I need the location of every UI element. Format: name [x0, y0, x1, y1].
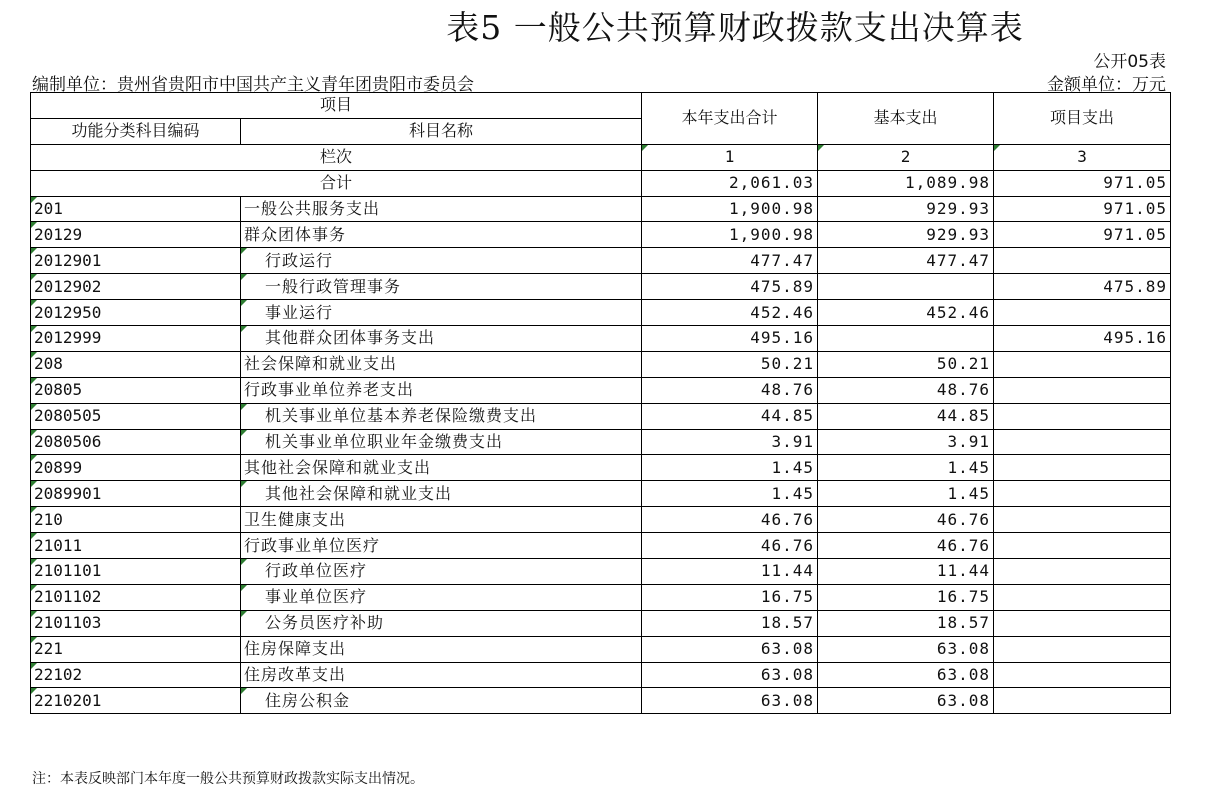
row-basic: [818, 326, 994, 352]
form-number: 公开05表: [1093, 52, 1166, 72]
row-code: 2210201: [31, 688, 241, 714]
row-basic: 452.46: [818, 300, 994, 326]
table-row: [31, 610, 1171, 636]
row-total: 63.08: [642, 636, 818, 662]
table-row: [31, 481, 1171, 507]
table-row: [31, 300, 1171, 326]
row-project: [994, 559, 1171, 585]
row-basic: 44.85: [818, 403, 994, 429]
row-total: 44.85: [642, 403, 818, 429]
row-name: 机关事业单位职业年金缴费支出: [241, 429, 642, 455]
row-project: [994, 377, 1171, 403]
row-code: 2012999: [31, 326, 241, 352]
row-basic: 63.08: [818, 662, 994, 688]
row-total: 63.08: [642, 688, 818, 714]
row-name: 行政事业单位养老支出: [241, 377, 642, 403]
row-basic: 63.08: [818, 636, 994, 662]
row-name: 其他社会保障和就业支出: [241, 481, 642, 507]
total-project: 971.05: [994, 170, 1171, 196]
row-total: 11.44: [642, 559, 818, 585]
row-project: [994, 688, 1171, 714]
row-basic: 46.76: [818, 533, 994, 559]
row-name: 卫生健康支出: [241, 507, 642, 533]
row-basic: 11.44: [818, 559, 994, 585]
table-row: [31, 351, 1171, 377]
row-name: 其他社会保障和就业支出: [241, 455, 642, 481]
row-project: [994, 455, 1171, 481]
table-row: [31, 662, 1171, 688]
expenditure-table: [30, 92, 1171, 714]
table-row: [31, 403, 1171, 429]
row-name: 公务员医疗补助: [241, 610, 642, 636]
row-project: [994, 351, 1171, 377]
row-code: 2101101: [31, 559, 241, 585]
row-basic: 50.21: [818, 351, 994, 377]
column-number-row: [31, 144, 1171, 170]
row-code: 210: [31, 507, 241, 533]
row-code: 2012901: [31, 248, 241, 274]
row-code: 2089901: [31, 481, 241, 507]
column-number-2: 2: [818, 144, 994, 170]
row-project: [994, 662, 1171, 688]
column-number-3: 3: [994, 144, 1171, 170]
row-project: 475.89: [994, 274, 1171, 300]
row-basic: 18.57: [818, 610, 994, 636]
row-project: 971.05: [994, 196, 1171, 222]
row-project: [994, 429, 1171, 455]
row-name: 社会保障和就业支出: [241, 351, 642, 377]
compiling-unit: 编制单位：贵州省贵阳市中国共产主义青年团贵阳市委员会: [32, 75, 474, 95]
row-name: 住房改革支出: [241, 662, 642, 688]
row-basic: 477.47: [818, 248, 994, 274]
row-basic: 1.45: [818, 455, 994, 481]
table-row: [31, 533, 1171, 559]
row-project: [994, 533, 1171, 559]
row-project: [994, 248, 1171, 274]
row-name: 其他群众团体事务支出: [241, 326, 642, 352]
row-total: 46.76: [642, 507, 818, 533]
row-name: 住房保障支出: [241, 636, 642, 662]
total-row: [31, 170, 1171, 196]
row-code: 201: [31, 196, 241, 222]
row-total: 3.91: [642, 429, 818, 455]
page-title: 表5 一般公共预算财政拨款支出决算表: [446, 8, 1024, 47]
row-total: 18.57: [642, 610, 818, 636]
row-total: 477.47: [642, 248, 818, 274]
row-code: 22102: [31, 662, 241, 688]
total-basic: 1,089.98: [818, 170, 994, 196]
row-project: [994, 610, 1171, 636]
row-basic: 63.08: [818, 688, 994, 714]
amount-unit: 金额单位：万元: [1047, 75, 1166, 95]
row-basic: 16.75: [818, 584, 994, 610]
row-name: 事业单位医疗: [241, 584, 642, 610]
row-project: [994, 507, 1171, 533]
project-header: 项目: [31, 93, 642, 119]
table-row: [31, 222, 1171, 248]
col-basic-header: 基本支出: [818, 93, 994, 145]
row-project: 495.16: [994, 326, 1171, 352]
row-project: [994, 584, 1171, 610]
table-row: [31, 455, 1171, 481]
row-name: 行政单位医疗: [241, 559, 642, 585]
row-name: 住房公积金: [241, 688, 642, 714]
row-name: 群众团体事务: [241, 222, 642, 248]
row-code: 2101103: [31, 610, 241, 636]
table-row: [31, 377, 1171, 403]
table-note: 注：本表反映部门本年度一般公共预算财政拨款实际支出情况。: [32, 771, 424, 787]
col-project-header: 项目支出: [994, 93, 1171, 145]
row-basic: 3.91: [818, 429, 994, 455]
header-row-project: [31, 93, 1171, 119]
row-name: 一般公共服务支出: [241, 196, 642, 222]
table-row: [31, 584, 1171, 610]
row-name: 事业运行: [241, 300, 642, 326]
row-code: 20805: [31, 377, 241, 403]
column-number-label: 栏次: [31, 144, 642, 170]
row-total: 1,900.98: [642, 196, 818, 222]
row-total: 452.46: [642, 300, 818, 326]
total-amount: 2,061.03: [642, 170, 818, 196]
row-code: 2080505: [31, 403, 241, 429]
table-row: [31, 559, 1171, 585]
row-code: 208: [31, 351, 241, 377]
row-total: 1,900.98: [642, 222, 818, 248]
row-total: 48.76: [642, 377, 818, 403]
row-basic: 929.93: [818, 196, 994, 222]
column-number-1: 1: [642, 144, 818, 170]
row-total: 63.08: [642, 662, 818, 688]
table-row: [31, 326, 1171, 352]
total-label: 合计: [31, 170, 642, 196]
name-header: 科目名称: [241, 118, 642, 144]
row-basic: [818, 274, 994, 300]
row-project: [994, 300, 1171, 326]
table-row: [31, 507, 1171, 533]
row-name: 一般行政管理事务: [241, 274, 642, 300]
row-code: 20899: [31, 455, 241, 481]
row-code: 20129: [31, 222, 241, 248]
table-row: [31, 274, 1171, 300]
row-basic: 48.76: [818, 377, 994, 403]
table-row: [31, 688, 1171, 714]
row-basic: 1.45: [818, 481, 994, 507]
col-total-header: 本年支出合计: [642, 93, 818, 145]
row-code: 2080506: [31, 429, 241, 455]
row-total: 495.16: [642, 326, 818, 352]
row-total: 475.89: [642, 274, 818, 300]
row-code: 2012950: [31, 300, 241, 326]
row-name: 行政事业单位医疗: [241, 533, 642, 559]
row-project: [994, 481, 1171, 507]
row-total: 16.75: [642, 584, 818, 610]
row-total: 1.45: [642, 481, 818, 507]
table-row: [31, 429, 1171, 455]
row-total: 1.45: [642, 455, 818, 481]
table-row: [31, 196, 1171, 222]
row-total: 46.76: [642, 533, 818, 559]
row-code: 2101102: [31, 584, 241, 610]
row-code: 21011: [31, 533, 241, 559]
row-project: 971.05: [994, 222, 1171, 248]
row-project: [994, 636, 1171, 662]
table-row: [31, 248, 1171, 274]
row-basic: 929.93: [818, 222, 994, 248]
row-total: 50.21: [642, 351, 818, 377]
row-name: 机关事业单位基本养老保险缴费支出: [241, 403, 642, 429]
row-name: 行政运行: [241, 248, 642, 274]
row-project: [994, 403, 1171, 429]
table-row: [31, 636, 1171, 662]
code-header: 功能分类科目编码: [31, 118, 241, 144]
row-code: 2012902: [31, 274, 241, 300]
row-basic: 46.76: [818, 507, 994, 533]
row-code: 221: [31, 636, 241, 662]
